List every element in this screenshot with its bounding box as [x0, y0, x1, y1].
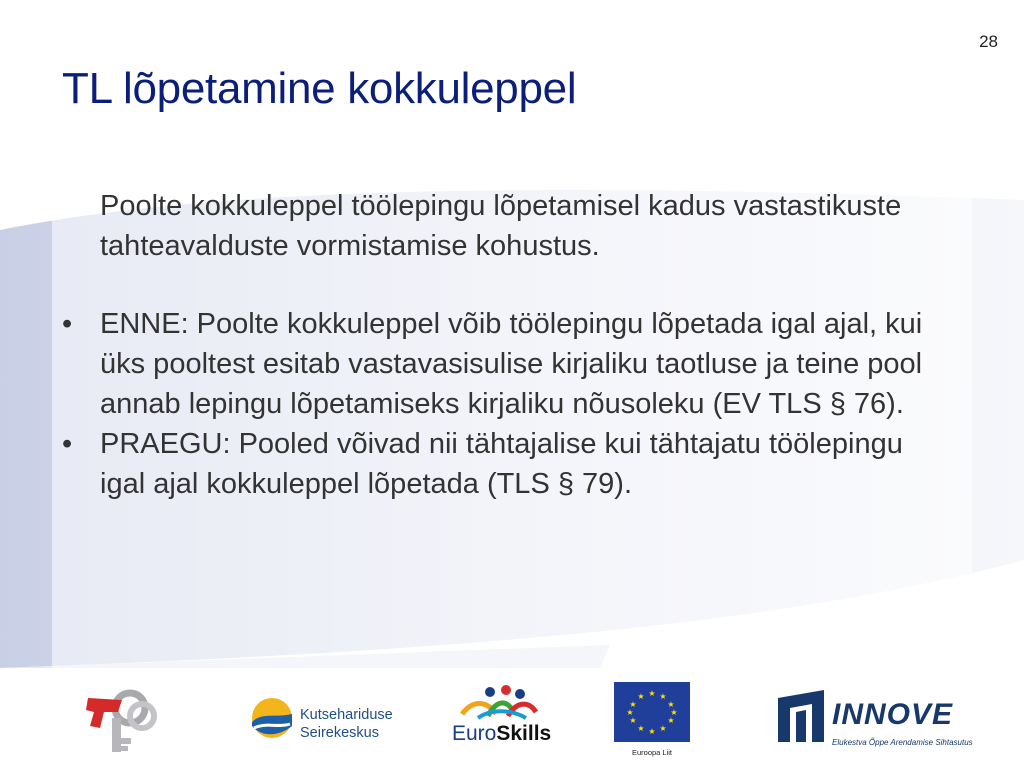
- euroskills-euro-text: Euro: [452, 722, 497, 745]
- euroskills-wordmark: [452, 722, 551, 746]
- svg-text:★: ★: [667, 700, 675, 709]
- euroskills-skills-text: Skills: [496, 722, 552, 745]
- slide-number: 28: [979, 32, 998, 51]
- innove-name: INNOVE: [832, 698, 954, 731]
- slide-title: TL lõpetamine kokkuleppel: [62, 64, 577, 113]
- kutsehariduse-seirekeskus-logo: [250, 690, 410, 750]
- svg-text:★: ★: [629, 700, 637, 709]
- svg-text:★: ★: [637, 692, 645, 701]
- svg-text:★: ★: [659, 724, 667, 733]
- bullet-text: ENNE: Poolte kokkuleppel võib töölepingu lõpetada igal ajal, kui üks pooltest esitab vastavasisulise kirjaliku taotluse ja teine pool annab lepingu lõpetamiseks kirjaliku nõusoleku (EV TLS § 76).: [100, 308, 923, 420]
- bullet-icon: •: [62, 308, 73, 340]
- kutseharidus-label: [300, 706, 393, 742]
- svg-text:★: ★: [626, 708, 634, 717]
- svg-text:★: ★: [629, 716, 637, 725]
- keys-logo: [82, 682, 162, 758]
- eu-logo: [614, 682, 690, 760]
- bullet-item-enne: [62, 304, 952, 424]
- svg-text:★: ★: [659, 692, 667, 701]
- sun-wave-icon: [250, 696, 294, 740]
- footer-logos: [0, 672, 1024, 768]
- svg-text:★: ★: [670, 708, 678, 717]
- svg-text:★: ★: [637, 724, 645, 733]
- bullet-list: [62, 304, 952, 504]
- euroskills-figures-icon: [452, 684, 552, 724]
- slide-body: [62, 186, 952, 504]
- kutseharidus-line1: Kutsehariduse: [300, 707, 393, 723]
- eu-flag-icon: [614, 682, 690, 742]
- innove-emblem-icon: [776, 688, 826, 744]
- bullet-icon: •: [62, 428, 73, 460]
- eu-caption: Euroopa Liit: [631, 748, 673, 757]
- svg-text:★: ★: [667, 716, 675, 725]
- bullet-item-praegu: [62, 424, 952, 504]
- innove-subtitle: Elukestva Õppe Arendamise Sihtasutus: [832, 738, 973, 747]
- euroskills-logo: [452, 684, 552, 754]
- svg-text:★: ★: [648, 727, 656, 736]
- bullet-text: PRAEGU: Pooled võivad nii tähtajalise kui tähtajatu töölepingu igal ajal kokkuleppel lõpetada (TLS § 79).: [100, 428, 903, 500]
- svg-text:★: ★: [648, 689, 656, 698]
- kutseharidus-line2: Seirekeskus: [300, 725, 379, 741]
- intro-paragraph: Poolte kokkuleppel töölepingu lõpetamisel kadus vastastikuste tahteavalduste vormistamise kohustus.: [100, 190, 902, 262]
- innove-logo: [776, 686, 986, 752]
- keys-icon: [82, 682, 162, 758]
